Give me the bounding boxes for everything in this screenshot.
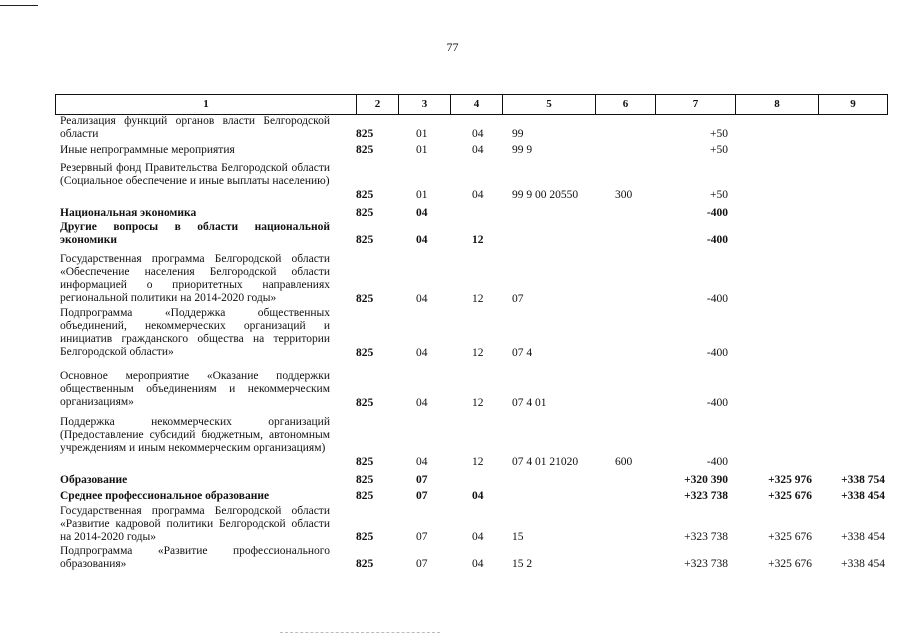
row-amount-8: +325 676 [768,490,812,502]
row-description: Образование [60,474,128,486]
row-amount-7: -400 [706,234,728,246]
row-code-5: 15 [512,531,524,543]
row-amount-8: +325 676 [768,531,812,543]
row-amount-7: +50 [710,144,728,156]
row-code-2: 825 [356,474,374,486]
row-description: Иные непрограммные мероприятия [60,144,235,156]
row-code-3: 04 [416,293,428,305]
row-code-3: 07 [416,531,428,543]
row-amount-7: -400 [706,397,728,409]
row-code-2: 825 [356,397,374,409]
row-code-2: 825 [356,531,374,543]
row-code-2: 825 [356,347,374,359]
row-description: Подпрограмма «Развитие профессионального образования» [60,545,330,570]
row-code-4: 04 [472,128,484,140]
header-col-6: 6 [596,95,656,114]
row-amount-9: +338 454 [841,490,885,502]
row-code-4: 04 [472,490,484,502]
scan-artifact-line [280,632,440,633]
row-description: Основное мероприятие «Оказание поддержки общественным объединениям и некоммерческим организациям» [60,370,330,408]
row-code-6: 300 [615,189,633,201]
row-code-3: 04 [416,397,428,409]
row-code-5: 07 4 [512,347,533,359]
row-code-5: 99 9 [512,144,533,156]
row-description: Подпрограмма «Поддержка общественных объединений, некоммерческих организаций и инициатив гражданского общества на территории Белгородской области» [60,307,330,358]
row-code-2: 825 [356,293,374,305]
row-code-5: 99 9 00 20550 [512,189,579,201]
row-amount-7: -400 [706,347,728,359]
row-code-4: 12 [472,397,484,409]
header-col-8: 8 [736,95,819,114]
row-amount-9: +338 454 [841,558,885,570]
row-code-2: 825 [356,128,374,140]
row-code-5: 99 [512,128,524,140]
row-code-5: 07 [512,293,524,305]
row-description: Другие вопросы в области национальной экономики [60,221,330,246]
row-code-3: 01 [416,144,428,156]
row-code-5: 07 4 01 21020 [512,456,579,468]
row-code-3: 07 [416,474,428,486]
row-code-3: 04 [416,234,428,246]
row-amount-7: +323 738 [684,490,728,502]
row-amount-9: +338 754 [841,474,885,486]
row-description: Национальная экономика [60,207,197,219]
header-col-3: 3 [399,95,451,114]
page-number: 77 [446,40,459,54]
corner-mark [0,0,38,6]
row-code-4: 04 [472,189,484,201]
row-code-2: 825 [356,456,374,468]
row-code-2: 825 [356,207,374,219]
row-description: Государственная программа Белгородской области «Развитие кадровой политики Белгородской области на 2014-2020 годы» [60,505,330,543]
row-code-2: 825 [356,144,374,156]
row-amount-7: -400 [706,207,728,219]
header-col-5: 5 [503,95,596,114]
row-code-2: 825 [356,189,374,201]
row-description: Государственная программа Белгородской области «Обеспечение населения Белгородской области информацией о приоритетных направлениях региональной политики на 2014-2020 годы» [60,253,330,304]
row-code-4: 12 [472,293,484,305]
header-col-9: 9 [850,98,856,110]
row-amount-9: +338 454 [841,531,885,543]
row-code-6: 600 [615,456,633,468]
row-code-4: 12 [472,456,484,468]
row-code-4: 12 [472,347,484,359]
row-description: Среднее профессиональное образование [60,490,270,502]
row-code-3: 07 [416,558,428,570]
row-code-2: 825 [356,234,374,246]
row-amount-7: -400 [706,293,728,305]
row-amount-7: -400 [706,456,728,468]
row-code-3: 07 [416,490,428,502]
row-description: Реализация функций органов власти Белгородской области [60,115,330,140]
table-header [55,94,888,115]
header-col-7: 7 [656,95,736,114]
row-description: Поддержка некоммерческих организаций (Предоставление субсидий бюджетным, автономным учреждениям и иным некоммерческим организациям) [60,416,330,454]
row-code-4: 04 [472,531,484,543]
row-amount-7: +50 [710,189,728,201]
row-amount-8: +325 976 [768,474,812,486]
row-code-4: 12 [472,234,484,246]
row-code-4: 04 [472,558,484,570]
header-col-2: 2 [357,95,399,114]
row-amount-7: +323 738 [684,558,728,570]
row-code-5: 07 4 01 [512,397,547,409]
header-col-4: 4 [451,95,503,114]
row-amount-8: +325 676 [768,558,812,570]
row-code-4: 04 [472,144,484,156]
row-code-3: 04 [416,347,428,359]
row-code-3: 04 [416,456,428,468]
row-code-3: 01 [416,128,428,140]
row-code-3: 01 [416,189,428,201]
row-amount-7: +50 [710,128,728,140]
row-amount-7: +323 738 [684,531,728,543]
header-col-1: 1 [56,95,357,114]
row-code-3: 04 [416,207,428,219]
row-code-5: 15 2 [512,558,533,570]
row-amount-7: +320 390 [684,474,728,486]
row-description: Резервный фонд Правительства Белгородской области (Социальное обеспечение и иные выплаты населению) [60,162,330,187]
row-code-2: 825 [356,558,374,570]
row-code-2: 825 [356,490,374,502]
